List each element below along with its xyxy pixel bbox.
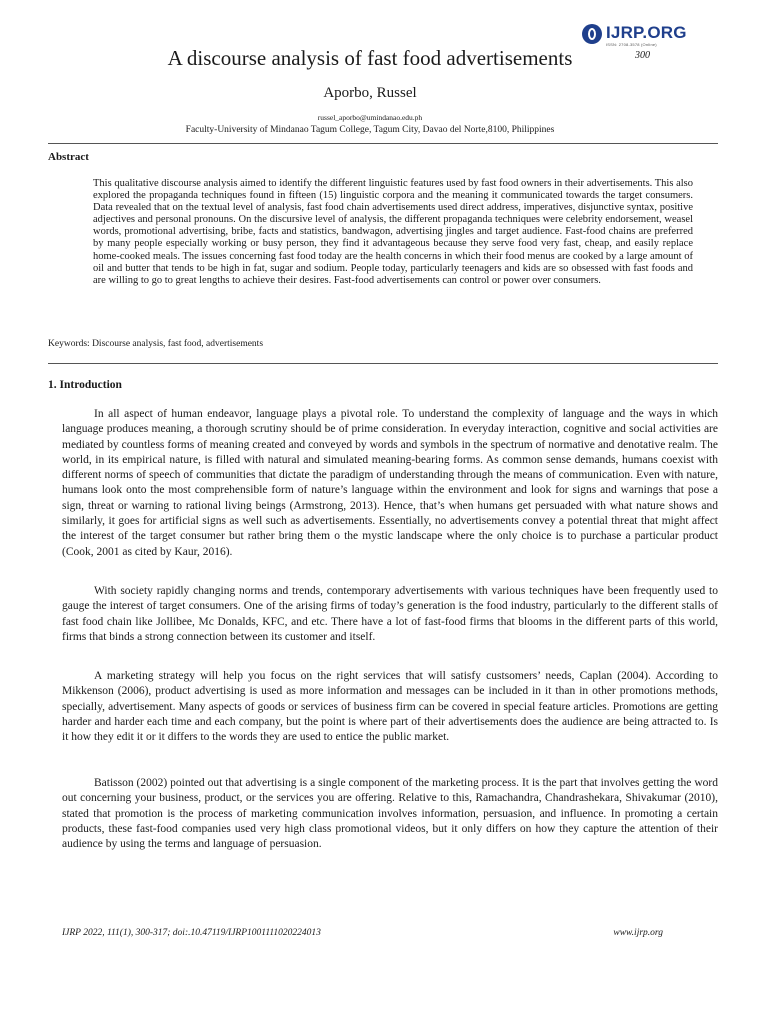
section-heading: 1. Introduction bbox=[48, 379, 122, 391]
paragraph: A marketing strategy will help you focus on the right services that will satisfy custsomers’ needs, Caplan (2004). According to Mikkenson (2006), product advertising is used as more information and messages can be included in it than in other promotions methods, specially, advertisement. Many aspects of goods or services of business firm can be covered in special feature articles. Promotions are getting harder and harder each time and each company, but the point is where part of their advertisements does the audience are being attracted to. Is it how they edit it or it differs to the words they are used to entice the public market. bbox=[62, 670, 718, 744]
globe-icon bbox=[582, 24, 602, 44]
author-affiliation: Faculty-University of Mindanao Tagum College, Tagum City, Davao del Norte,8100, Philippines bbox=[185, 125, 555, 135]
author-email: russel_aporbo@umindanao.edu.ph bbox=[317, 113, 423, 122]
divider bbox=[48, 143, 718, 144]
paragraph: In all aspect of human endeavor, language plays a pivotal role. To understand the complexity of language and the ways in which language produces meaning, a thorough scrutiny should be of prime consideration. In everyday interaction, cognitive and social activities are mediated by countless forms of meaning created and conveyed by words and symbols in the spectrum of normative and denotative realm. The world, in its empirical nature, is filled with natural and simulated meaning-bearing forms. As common sense demands, humans coexist with different norms of speech of communities that dictate the paradigm of understanding through the means of communication. Even with nature, humans look onto the most comprehensible form of nature’s language within the environment and look for signs and warnings that pose a sign, threat or warning to rational living beings (Armstrong, 2013). Hence, that’s when humans get persuaded with what nature shows and similarly, it goes for artificial signs as well such as advertisements. Essentially, no advertisements convey a potential threat that might affect the interest of the target consumer but rather bring them o the mystic landscape where the only choice is to purchase a particular product (Cook, 2001 as cited by Kaur, 2016). bbox=[62, 408, 718, 558]
footer-citation: IJRP 2022, 111(1), 300-317; doi:.10.47119/IJRP1001111020224013 bbox=[62, 928, 321, 938]
footer-website: www.ijrp.org bbox=[613, 928, 663, 938]
page-number: 300 bbox=[635, 50, 650, 61]
abstract-heading: Abstract bbox=[48, 151, 89, 163]
paragraph: Batisson (2002) pointed out that advertising is a single component of the marketing process. It is the part that involves getting the word out concerning your business, product, or the services you are offering. Relative to this, Ramachandra, Chandrashekara, Shivakumar (2010), stated that promotion is the process of marketing communication involves information, persuasion, and influence. In promoting a certain products, these fast-food companies used very high class promotional videos, but it only differs on how they capture the attention of their audience by using the terms and language of persuasion. bbox=[62, 777, 718, 851]
paper-title: A discourse analysis of fast food advertisements bbox=[167, 46, 573, 70]
logo-text: IJRP.ORG bbox=[606, 23, 687, 42]
logo-tagline: ISSN: 2708-3578 (Online) bbox=[606, 42, 657, 47]
author-name: Aporbo, Russel bbox=[323, 85, 417, 101]
abstract-text: This qualitative discourse analysis aimed to identify the different linguistic features used by fast food owners in their advertisements. This also explored the propaganda techniques found in fifteen (15) linguistic corpora and the meaning it communicated towards the target consumers. Data revealed that on the textual level of analysis, fast food chain advertisements used direct address, imperatives, disjunctive syntax, positive adjectives and personal pronouns. On the discursive level of analysis, the different propaganda techniques were celebrity endorsement, weasel words, promotional advertising, bribe, facts and statistics, bandwagon, advertising jingles and target audience. Fast-food chains are preferred by many people especially working or busy person, they find it advantageous because they serve food very fast, cheap, and easily replace home-cooked meals. The issues concerning fast food today are the health concerns in which their food menus are cooked by a large amount of oil and butter that tends to be high in fat, sugar and sodium. People today, particularly teenagers and kids are so obsessed with fast foods and are willing to go to great lengths to achieve their desires. Fast-food advertisements can control or power over consumers. bbox=[93, 178, 693, 286]
paragraph: With society rapidly changing norms and trends, contemporary advertisements with various techniques have been frequently used to gauge the interest of target consumers. One of the arising firms of today’s generation is the food industry, particularly to the different stalls of fast food chain like Jollibee, Mc Donalds, KFC, and etc. There have a lot of fast-food firms that blooms in the different parts of this world, firms that binds a strong connection between its customer and itself. bbox=[62, 585, 718, 643]
keywords: Keywords: Discourse analysis, fast food, advertisements bbox=[48, 339, 264, 349]
divider bbox=[48, 363, 718, 364]
